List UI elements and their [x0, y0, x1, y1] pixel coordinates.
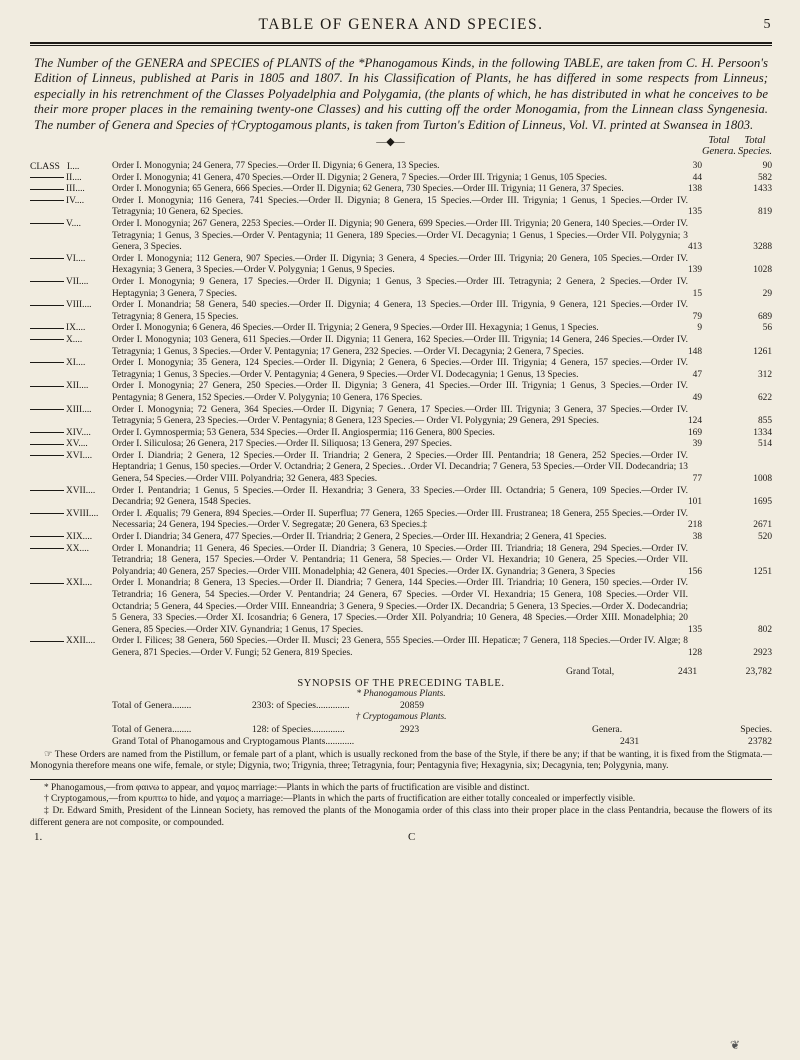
class-orders-text: Order I. Monandria; 11 Genera, 46 Species.—Order II. Diandria; 3 Genera, 10 Species.—Order III. Triandria; 18 Genera, 294 Species.—Order IV. Tetrandria; 18 Genera, 157 Species.—Order V. Pentandria; 11 Genera, 58 Species.— Order VI. Hexandria; 10 Genera, 25 Species.—Order VII. Polyandria; 40 Genera, 257 Species.—Order VIII. Monadelphia; 42 Genera, 401 Species.—Order IX. Gynandria; 3 Genera, 3 Species — [112, 543, 688, 577]
class-total-genera: 169 — [687, 427, 702, 438]
class-total-species: 1433 — [753, 184, 772, 195]
class-total-species: 1334 — [753, 427, 772, 438]
class-orders-text: Order I. Diandria; 34 Genera, 477 Species.—Order II. Triandria; 2 Genera, 2 Species.—Order III. Hexandria; 2 Genera, 41 Species. — [112, 532, 607, 543]
intro-paragraph: The Number of the GENERA and SPECIES of PLANTS of the *Phanogamous Kinds, in the following TABLE, are taken from C. H. Persoon's Edition of Linneus, published at Paris in 1805 and 1807. In his Classification of Plants, he has differed in some respects from Linneus; especially in his retrenchment of the Classes Polyadelphia and Polygamia, (the plants of which, he has distributed in what he conceives to be their more proper places in the remaining twenty-one Classes) and his cutting off the order Monogamia, from the Linnean class Syngenesia. The number of Genera and Species of †Cryptogamous plants, is taken from Turton's Edition of Linneus, Vol. VI. printed at Swansea in 1803. — [34, 56, 768, 132]
class-dash-rule — [30, 490, 64, 491]
page-number: 5 — [763, 17, 772, 32]
class-dash-rule — [30, 305, 64, 306]
class-row — [30, 451, 772, 486]
class-word: CLASS — [30, 161, 60, 173]
synopsis-cryptogamous-line — [30, 724, 772, 736]
class-label: XVI.... — [30, 451, 108, 463]
class-total-species: 582 — [757, 172, 772, 183]
class-total-genera: 49 — [692, 392, 702, 403]
class-total-genera: 138 — [687, 184, 702, 195]
syn-grand-label: Grand Total of Phanogamous and Cryptogamous Plants............ — [112, 735, 355, 747]
class-row — [30, 636, 772, 659]
class-dash-rule — [30, 339, 64, 340]
class-row — [30, 439, 772, 451]
class-dash-rule — [30, 328, 64, 329]
class-label: VIII.... — [30, 300, 108, 312]
synopsis-grand-line — [30, 736, 772, 748]
class-dash-rule — [30, 386, 64, 387]
class-numeral: XV — [66, 439, 79, 450]
class-label: II.... — [30, 173, 108, 185]
class-dash-rule — [30, 281, 64, 282]
class-orders-text: Order I. Monogynia; 65 Genera, 666 Species.—Order II. Digynia; 62 Genera, 730 Species.—Order III. Trigynia; 11 Genera, 37 Species. — [112, 184, 624, 195]
signature-line — [30, 831, 772, 847]
class-total-genera: 413 — [687, 242, 702, 253]
class-total-species: 520 — [757, 532, 772, 543]
class-numeral: XIII — [66, 404, 83, 415]
footnote-cryptogamous: † Cryptogamous,—from κρυπτω to hide, and γαμος a marriage:—Plants in which the parts of fructification are either totally concealed or imperfectly visible. — [44, 794, 636, 805]
class-numeral: XX — [66, 543, 80, 554]
class-numeral: VIII — [66, 300, 83, 311]
class-numeral: VII — [66, 276, 80, 287]
total-label: Total — [744, 135, 766, 147]
class-label: XI.... — [30, 358, 108, 370]
grand-total-row — [30, 666, 772, 680]
class-numeral: II — [66, 172, 73, 183]
class-total-genera: 101 — [687, 497, 702, 508]
footnote-rule — [30, 779, 772, 780]
class-total-species: 1008 — [753, 474, 772, 485]
class-row — [30, 509, 772, 532]
grand-total-species: 23,782 — [745, 665, 772, 677]
class-label: VI.... — [30, 254, 108, 266]
class-dash-rule — [30, 444, 64, 445]
class-total-species: 514 — [757, 439, 772, 450]
class-row — [30, 532, 772, 544]
orders-note: ☞ These Orders are named from the Pistillum, or female part of a plant, which is usually reckoned from the base of the Style, if there be any; if that be wanting, it is fixed from the Stigmata.—Monogynia therefore means one wife, female, or style; Digynia, two; Trigynia, three; Tetragynia, four; Pentagynia five; Hexagynia, six; Decagynia, ten; Polygynia, many. — [30, 749, 772, 772]
class-row — [30, 219, 772, 254]
syn-genera: 2303: of Species.............. — [252, 700, 350, 712]
ornament-divider: —◆— — [376, 136, 404, 149]
signature-mark: C — [408, 831, 416, 844]
class-dash-rule — [30, 548, 64, 549]
class-orders-text: Order I. Filices; 38 Genera, 560 Species.—Order II. Musci; 23 Genera, 555 Species.—Order III. Hepaticæ; 7 Genera, 118 Species.—Order IV. Algæ; 8 Genera, 871 Species.—Order V. Fungi; 52 Genera, 819 Species. — [112, 636, 688, 658]
class-dash-rule — [30, 362, 64, 363]
printer-ornament-icon: ❦ — [730, 1038, 741, 1052]
class-total-genera: 15 — [692, 288, 702, 299]
class-numeral: XVII — [66, 485, 86, 496]
grand-total-label: Grand Total, — [566, 665, 615, 677]
class-orders-text: Order I. Monogynia; 72 Genera, 364 Species.—Order II. Digynia; 7 Genera, 17 Species.—Order III. Trigynia; 3 Genera, 37 Species.—Order IV. Tetragynia; 5 Genera, 23 Species.—Order V. Pentagynia; 8 Genera, 123 Species.— Order VI. Polygynia; 29 Genera, 291 Species. — [112, 404, 688, 427]
class-label: XIII.... — [30, 405, 108, 417]
synopsis-phanogamous-heading: * Phanogamous Plants. — [356, 688, 446, 699]
class-total-species: 622 — [757, 392, 772, 403]
class-row — [30, 486, 772, 509]
class-dash-rule — [30, 536, 64, 537]
class-numeral: I — [66, 162, 71, 173]
class-dash-rule — [30, 409, 64, 410]
class-label: XX.... — [30, 544, 108, 556]
class-total-genera: 148 — [687, 346, 702, 357]
class-orders-text: Order I. Monogynia; 27 Genera, 250 Species.—Order II. Digynia; 3 Genera, 41 Species.—Order III. Trigynia; 1 Genus, 3 Species.—Order IV. Pentagynia; 8 Genera, 152 Species.—Order V. Polygynia; 10 Genera, 176 Species. — [112, 381, 688, 403]
class-label: CLASS I.... — [30, 161, 80, 173]
class-numeral: XII — [66, 381, 80, 392]
class-table — [30, 161, 772, 660]
class-total-genera: 139 — [687, 265, 702, 276]
class-total-genera: 135 — [687, 624, 702, 635]
synopsis-phanogamous-line — [30, 700, 772, 712]
class-row — [30, 161, 772, 173]
class-total-genera: 44 — [692, 172, 702, 183]
grand-total-genera: 2431 — [678, 665, 698, 677]
class-total-species: 689 — [757, 311, 772, 322]
class-row — [30, 381, 772, 404]
class-numeral: V — [66, 219, 72, 229]
class-dash-rule — [30, 583, 64, 584]
class-label: X.... — [30, 335, 108, 347]
class-row — [30, 428, 772, 440]
class-row — [30, 544, 772, 579]
class-total-species: 1261 — [753, 346, 772, 357]
class-dash-rule — [30, 177, 64, 178]
class-dash-rule — [30, 513, 64, 514]
class-total-genera: 79 — [692, 311, 702, 322]
class-total-species: 855 — [757, 416, 772, 427]
class-label: XIX.... — [30, 532, 108, 544]
class-orders-text: Order I. Æqualis; 79 Genera, 894 Species.—Order II. Superflua; 77 Genera, 1265 Species.—Order III. Frustranea; 18 Genera, 255 Species.—Order IV. Necessaria; 24 Genera, 194 Species.—Order V. Segregatæ; 20 Genera, 63 Species.‡ — [112, 508, 688, 531]
class-numeral: IV — [66, 195, 75, 206]
syn-label: Total of Genera........ — [112, 723, 192, 735]
class-row — [30, 405, 772, 428]
class-label: IX.... — [30, 323, 108, 335]
class-label: XVII.... — [30, 486, 108, 498]
synopsis-title: SYNOPSIS OF THE PRECEDING TABLE. — [297, 677, 505, 689]
class-numeral: XXII — [66, 636, 86, 647]
class-total-genera: 135 — [687, 207, 702, 218]
class-orders-text: Order I. Siliculosa; 26 Genera, 217 Species.—Order II. Siliquosa; 13 Genera, 297 Species. — [112, 439, 453, 450]
class-row — [30, 184, 772, 196]
class-total-genera: 128 — [687, 647, 702, 658]
class-orders-text: Order I. Monogynia; 267 Genera, 2253 Species.—Order II. Digynia; 90 Genera, 699 Species.—Order III. Trigynia; 20 Genera, 140 Species.—Order IV. Tetragynia; 1 Genus, 3 Species.—Order V. Pentagynia; 11 Genera, 189 Species.—Order VI. Decagynia; 1 Genus, 1 Species.—Order VII. Polygynia; 3 Genera, 3 Species. — [112, 219, 688, 253]
sheet-number: 1. — [34, 831, 43, 844]
class-numeral: VI — [66, 253, 76, 264]
class-total-species: 2671 — [753, 520, 772, 531]
header-rule — [30, 42, 772, 44]
class-numeral: IX — [66, 323, 76, 334]
header-rule-thin — [30, 45, 772, 46]
class-total-species: 802 — [757, 624, 772, 635]
total-species-heading — [732, 135, 778, 157]
class-total-species: 29 — [762, 288, 772, 299]
class-numeral: XIV — [66, 427, 82, 438]
class-total-genera: 47 — [692, 369, 702, 380]
class-orders-text: Order I. Monogynia; 41 Genera, 470 Species.—Order II. Digynia; 2 Genera, 7 Species.—Order III. Trigynia; 1 Genus, 105 Species. — [112, 172, 607, 183]
class-label: XIV.... — [30, 428, 108, 440]
class-dash-rule — [30, 432, 64, 433]
syn-label: Total of Genera........ — [112, 700, 192, 712]
syn-grand-genera: 2431 — [620, 735, 640, 747]
syn-genera: 128: of Species.............. — [252, 723, 345, 735]
class-orders-text: Order I. Monogynia; 6 Genera, 46 Species.—Order II. Trigynia; 2 Genera, 9 Species.—Order III. Hexagynia; 1 Genus, 1 Species. — [112, 323, 599, 334]
running-head — [30, 14, 772, 36]
syn-grand-species: 23782 — [748, 735, 772, 747]
class-orders-text: Order I. Monogynia; 116 Genera, 741 Species.—Order II. Digynia; 8 Genera, 15 Species.—Order III. Trigynia; 1 Genus, 1 Species.—Order IV. Tetragynia; 10 Genera, 62 Species. — [112, 195, 688, 218]
class-numeral: XVI — [66, 450, 83, 461]
class-orders-text: Order I. Monogynia; 24 Genera, 77 Species.—Order II. Digynia; 6 Genera, 13 Species. — [112, 161, 440, 172]
class-orders-text: Order I. Pentandria; 1 Genus, 5 Species.—Order II. Hexandria; 3 Genera, 33 Species.—Order III. Octandria; 5 Genera, 109 Species.—Order IV. Decandria; 92 Genera, 1548 Species. — [112, 485, 688, 508]
class-row — [30, 358, 772, 381]
syn-species-word: Species. — [740, 723, 772, 735]
class-total-genera: 38 — [692, 532, 702, 543]
class-dash-rule — [30, 200, 64, 201]
class-dash-rule — [30, 258, 64, 259]
class-row — [30, 254, 772, 277]
class-row — [30, 173, 772, 185]
class-total-species: 312 — [757, 369, 772, 380]
class-total-species: 2923 — [753, 647, 772, 658]
class-numeral: III — [66, 184, 76, 195]
class-row — [30, 335, 772, 358]
class-label: XXII.... — [30, 636, 108, 648]
class-orders-text: Order I. Monandria; 58 Genera, 540 species.—Order II. Digynia; 4 Genera, 13 Species.—Order III. Trigynia, 9 Genera, 121 Species.—Order IV. Tetragynia; 8 Genera, 15 Species. — [112, 300, 688, 322]
synopsis-cryptogamous-heading: † Cryptogamous Plants. — [355, 712, 447, 723]
class-numeral: X — [66, 334, 73, 345]
class-total-genera: 77 — [692, 474, 702, 485]
running-title: TABLE OF GENERA AND SPECIES. — [258, 16, 544, 33]
class-row — [30, 196, 772, 219]
class-orders-text: Order I. Monogynia; 9 Genera, 17 Species.—Order II. Digynia; 1 Genus, 3 Species.—Order III. Tetragynia; 2 Genera, 2 Species.—Order IV. Heptagynia; 3 Genera, 7 Species. — [112, 276, 688, 299]
class-total-genera: 39 — [692, 439, 702, 450]
class-label: VII.... — [30, 277, 108, 289]
class-numeral: XI — [66, 358, 76, 369]
class-dash-rule — [30, 223, 64, 224]
class-total-species: 1028 — [753, 265, 772, 276]
class-total-genera: 156 — [687, 566, 702, 577]
genera-label: Genera. — [701, 146, 737, 158]
class-total-genera: 9 — [697, 323, 702, 334]
class-total-species: 56 — [762, 323, 772, 334]
class-label: XII.... — [30, 381, 108, 393]
class-dash-rule — [30, 189, 64, 190]
syn-genera-word: Genera. — [592, 723, 623, 735]
syn-species: 2923 — [400, 723, 420, 735]
footnote-phanogamous: * Phanogamous,—from φαινω to appear, and γαμος marriage:—Plants in which the parts of fructification are visible and distinct. — [44, 782, 530, 793]
class-numeral: XIX — [66, 532, 83, 543]
table-column-header — [30, 133, 772, 161]
class-dash-rule — [30, 641, 64, 642]
footnote-smith: ‡ Dr. Edward Smith, President of the Linnean Society, has removed the plants of the Monogamia order of this class into their proper place in the class Pentandria, because the flowers of its different genera are not composite, or compounded. — [30, 805, 772, 828]
class-orders-text: Order I. Monogynia; 112 Genera, 907 Species.—Order II. Digynia; 3 Genera, 4 Species.—Order III. Trigynia; 20 Genera, 105 Species.—Order IV. Hexagynia; 3 Genera, 3 Species.—Order V. Polygynia; 1 Genus, 9 Species. — [112, 253, 688, 276]
class-total-genera: 218 — [687, 520, 702, 531]
class-label: XVIII.... — [30, 509, 108, 521]
class-orders-text: Order I. Gymnospermia; 53 Genera, 534 Species.—Order II. Angiospermia; 116 Genera, 800 Species. — [112, 427, 495, 438]
class-row — [30, 300, 772, 323]
class-orders-text: Order I. Monandria; 8 Genera, 13 Species.—Order II. Diandria; 7 Genera, 144 Species.—Order III. Triandria; 10 Genera, 150 species.—Order IV. Tetrandria; 16 Genera, 54 Species.—Order V. Pentandria; 24 Genera, 67 Species. —Order VI. Hexandria; 15 Genera, 108 Species.—Order VII. Octandria; 5 Genera, 44 Species.—Order VIII. Enneandria; 3 Genera, 9 Species.—Order IX. Decandria; 5 Genera, 13 Species.—Order X. Dodecandria; 5 Genera, 33 Species.—Order XI. Icosandria; 6 Genera, 17 Species.—Order XII. Polyandria; 10 Genera, 48 Species.—Order XIII. Monadelphia; 20 Genera, 85 Species.—Order XIV. Gynandria; 1 Genus, 17 Species. — [112, 578, 688, 635]
class-label: III.... — [30, 184, 108, 196]
class-label: XXI.... — [30, 578, 108, 590]
total-label: Total — [708, 135, 730, 147]
class-row — [30, 323, 772, 335]
class-numeral: XXI — [66, 578, 83, 589]
class-dash-rule — [30, 455, 64, 456]
class-total-species: 1695 — [753, 497, 772, 508]
class-total-species: 3288 — [753, 242, 772, 253]
class-numeral: XVIII — [66, 508, 89, 519]
class-orders-text: Order I. Monogynia; 103 Genera, 611 Species.—Order II. Digynia; 11 Genera, 162 Species.—Order III. Trigynia; 14 Genera, 246 Species.—Order IV. Tetragynia; 1 Genus, 3 Species.—Order V. Pentagynia; 17 Genera, 232 Species. —Order VI. Decagynia; 2 Genera, 7 Species. — [112, 334, 688, 357]
class-label: XV.... — [30, 439, 108, 451]
syn-species: 20859 — [400, 700, 424, 712]
class-total-genera: 124 — [687, 416, 702, 427]
class-total-species: 819 — [757, 207, 772, 218]
class-total-genera: 30 — [692, 161, 702, 172]
class-row — [30, 277, 772, 300]
class-total-species: 1251 — [753, 566, 772, 577]
class-row — [30, 578, 772, 636]
class-orders-text: Order I. Diandria; 2 Genera, 12 Species.—Order II. Triandria; 2 Genera, 2 Species.—Order III. Pentandria; 18 Genera, 252 Species.—Order IV. Heptandria; 1 Genus, 150 species.—Order V. Octandria; 2 Genera, 2 Species.. .Order VI. Decandria; 7 Genera, 53 Species.—Order VII. Dodecandria; 13 Genera, 54 Species.—Order VIII. Polyandria; 32 Genera, 483 Species. — [112, 450, 688, 485]
class-orders-text: Order I. Monogynia; 35 Genera, 124 Species.—Order II. Digynia; 2 Genera, 6 Species.—Order III. Trigynia; 4 Genera, 157 species.—Order IV. Tetragynia; 1 Genus, 3 Species.—Order V. Pentagynia; 4 Genera, 9 Species.—Order VI. Dodecagynia; 1 Genus, 13 Species. — [112, 358, 688, 380]
class-label: IV.... — [30, 196, 108, 208]
species-label: Species. — [737, 146, 773, 158]
class-label: V.... — [30, 219, 108, 231]
class-total-species: 90 — [762, 161, 772, 172]
